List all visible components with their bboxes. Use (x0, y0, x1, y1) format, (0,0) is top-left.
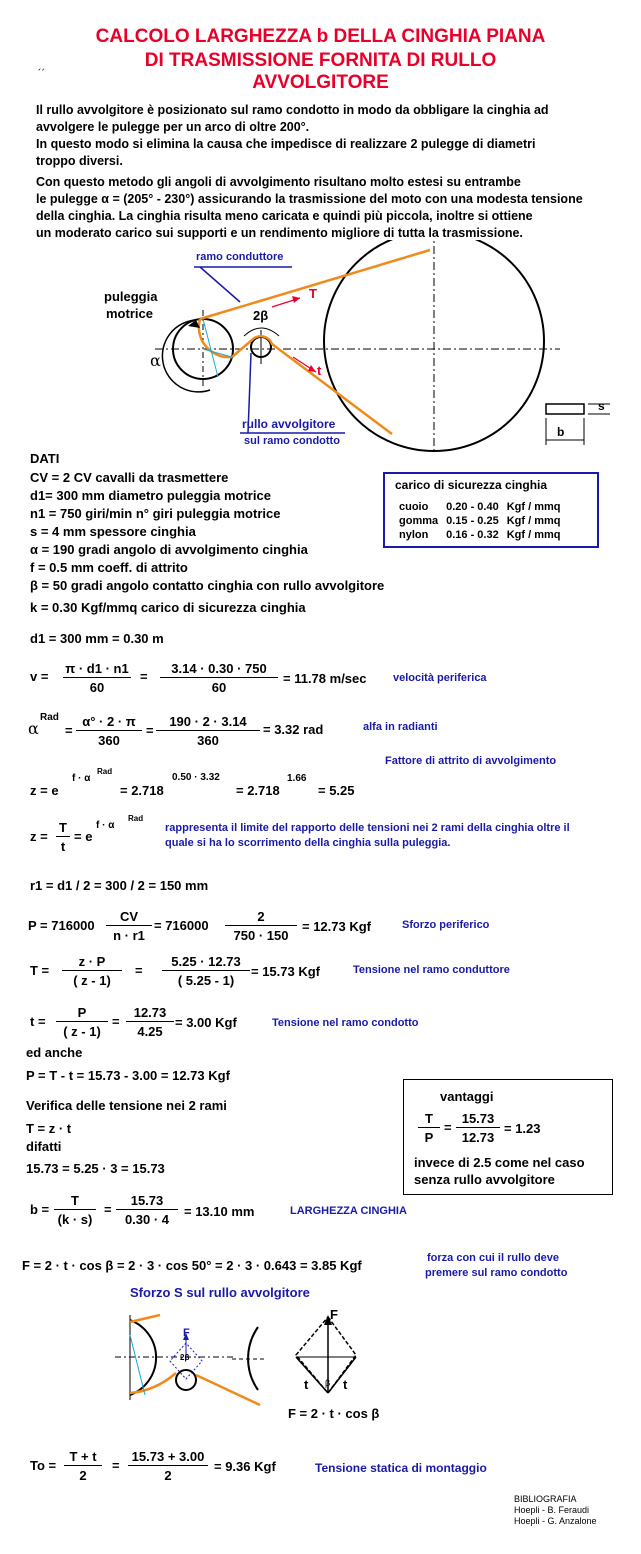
table-row: gomma 0.15 - 0.25 Kgf / mmq (399, 515, 561, 527)
intro-line: troppo diversi. (36, 154, 123, 168)
T-lhs: T = (30, 963, 50, 978)
belt-section (546, 404, 584, 414)
intro-line: della cinghia. La cinghia risulta meno caricata e quindi più piccola, inoltre si ottiene (36, 209, 533, 223)
b-fraction-1: $\frac{T}{(k \cdot s)}$ (54, 1193, 96, 1228)
dati-item: d1= 300 mm diametro puleggia motrice (30, 488, 271, 503)
intro-line: le pulegge α = (205° - 230°) assicurando la trasmissione del moto con una modesta tensione (36, 192, 583, 206)
F-line: F = 2 · t · cos β = 2 · 3 · cos 50° = 2 · 3 · 0.643 = 3.85 Kgf (22, 1258, 362, 1273)
roller-force-diagram (0, 1305, 400, 1410)
label-s: s (598, 399, 605, 413)
vantaggi-title: vantaggi (440, 1089, 494, 1104)
vantaggi-box (403, 1079, 613, 1195)
P-mid: = 716000 (154, 918, 209, 933)
v-fraction-2: $\frac{3.14 \cdot 0.30 \cdot 750}{60}$ (160, 661, 278, 696)
alpha-note: alfa in radianti (363, 721, 438, 733)
page-subtitle-2: AVVOLGITORE (252, 72, 389, 93)
d1-conversion: d1 = 300 mm = 0.30 m (30, 631, 164, 646)
To-fraction-1: $\frac{T + t}{2}$ (64, 1449, 102, 1484)
T-fraction-1: $\frac{z \cdot P}{( z - 1)}$ (62, 954, 122, 989)
P-note: Sforzo periferico (402, 919, 490, 931)
v-fraction-1: $\frac{\pi \cdot d1 \cdot n1}{60}$ (63, 661, 131, 696)
label-alpha: α (150, 351, 161, 370)
P-fraction-1: $\frac{CV}{n \cdot r1}$ (106, 909, 152, 944)
intro-line: avvolgere le pulegge per un arco di oltre 200°. (36, 120, 310, 134)
z-exp-rad: Rad (97, 767, 113, 776)
alpha-eq: = (146, 723, 154, 738)
F-note: premere sul ramo condotto (425, 1267, 568, 1279)
t-note: Tensione nel ramo condotto (272, 1017, 419, 1029)
To-eq: = (112, 1458, 120, 1473)
label-motrice: motrice (106, 306, 153, 321)
angle-line (203, 319, 218, 377)
v-result: = 11.78 m/sec (283, 671, 367, 686)
T-note: Tensione nel ramo conduttore (353, 964, 510, 976)
T-eq: = (135, 963, 143, 978)
z-exp: f · α (72, 773, 91, 784)
F-note: forza con cui il rullo deve (427, 1252, 560, 1264)
P-lhs: P = 716000 (28, 918, 95, 933)
verifica-heading: Verifica delle tensione nei 2 rami (26, 1098, 227, 1113)
dati-item: α = 190 gradi angolo di avvolgimento cinghia (30, 542, 308, 557)
table-row: nylon 0.16 - 0.32 Kgf / mmq (399, 529, 561, 541)
verifica-line: difatti (26, 1139, 62, 1154)
biblio-item: Hoepli - G. Anzalone (514, 1516, 597, 1526)
vantaggi-fraction-1: $\frac{T}{P}$ (418, 1111, 440, 1146)
dati-item: n1 = 750 giri/min n° giri puleggia motrice (30, 506, 281, 521)
triangle-t-left: t (304, 1377, 309, 1392)
angle-line (130, 1335, 145, 1395)
biblio-heading: BIBLIOGRAFIA (514, 1494, 577, 1504)
b-eq: = (104, 1202, 112, 1217)
force-vector (296, 1357, 331, 1393)
small-two-beta: 2β (180, 1353, 190, 1362)
b-note: LARGHEZZA CINGHIA (290, 1205, 407, 1217)
z-exp: 1.66 (287, 773, 307, 784)
vantaggi-line: invece di 2.5 come nel caso (414, 1155, 585, 1170)
page-title: CALCOLO LARGHEZZA b DELLA CINGHIA PIANA (95, 26, 546, 47)
leader-line (200, 267, 240, 302)
To-lhs: To = (30, 1458, 57, 1473)
z2-note: quale si ha lo scorrimento della cinghia sulla puleggia. (165, 837, 451, 849)
dati-heading: DATI (30, 451, 60, 466)
To-note: Tensione statica di montaggio (315, 1461, 487, 1475)
label-rullo-2: sul ramo condotto (244, 435, 340, 447)
b-lhs: b = (30, 1202, 50, 1217)
r1-line: r1 = d1 / 2 = 300 / 2 = 150 mm (30, 878, 209, 893)
z2-fraction: $\frac{T}{t}$ (56, 820, 70, 855)
triangle-beta: β (325, 1378, 331, 1388)
intro-line: In questo modo si elimina la causa che impedisce di realizzare 2 pulegge di diametri (36, 137, 536, 151)
alpha-lhs: α (28, 719, 39, 738)
alpha-result: = 3.32 rad (263, 722, 324, 737)
verifica-line: 15.73 = 5.25 · 3 = 15.73 (26, 1161, 165, 1176)
intro-line: un moderato carico sui supporti e un rendimento migliore di tutta la trasmissione. (36, 226, 523, 240)
label-two-beta: 2β (253, 308, 269, 323)
intro-line: Il rullo avvolgitore è posizionato sul ramo condotto in modo da obbligare la cinghia ad (36, 103, 549, 117)
vantaggi-line: senza rullo avvolgitore (414, 1172, 555, 1187)
dati-item: s = 4 mm spessore cinghia (30, 524, 196, 539)
b-fraction-2: $\frac{15.73}{0.30 \cdot 4}$ (116, 1193, 178, 1228)
title-mark: ´´ (38, 68, 46, 80)
P2-line: P = T - t = 15.73 - 3.00 = 12.73 Kgf (26, 1068, 230, 1083)
P-fraction-2: $\frac{2}{750 \cdot 150}$ (225, 909, 297, 944)
ed-anche: ed anche (26, 1045, 83, 1060)
z-exp: 0.50 · 3.32 (172, 772, 220, 783)
dati-item: β = 50 gradi angolo contatto cinghia con rullo avvolgitore (30, 578, 385, 593)
T-result: = 15.73 Kgf (251, 964, 321, 979)
arrow-head (308, 365, 316, 372)
P-result: = 12.73 Kgf (302, 919, 372, 934)
alpha-sup: Rad (40, 712, 59, 723)
dati-item: k = 0.30 Kgf/mmq carico di sicurezza cinghia (30, 600, 306, 615)
small-F-label: F (183, 1327, 190, 1339)
z2-rhs: = e (74, 829, 93, 844)
page-subtitle: DI TRASMISSIONE FORNITA DI RULLO (144, 50, 497, 71)
verifica-line: T = z · t (26, 1121, 72, 1136)
force-vector (328, 1357, 356, 1393)
t-result: = 3.00 Kgf (175, 1015, 237, 1030)
alpha-eq: = (65, 723, 73, 738)
vantaggi-fraction-2: $\frac{15.73}{12.73}$ (456, 1111, 500, 1146)
v-eq: = (140, 669, 148, 684)
dati-item: CV = 2 CV cavalli da trasmettere (30, 470, 229, 485)
dati-item: f = 0.5 mm coeff. di attrito (30, 560, 188, 575)
z-line: z = e (30, 783, 59, 798)
label-t: t (317, 363, 322, 378)
carico-title: carico di sicurezza cinghia (395, 478, 548, 492)
arrow-head (292, 296, 300, 303)
t-fraction-2: $\frac{12.73}{4.25}$ (126, 1005, 174, 1040)
F-formula: F = 2 · t · cos β (288, 1406, 380, 1421)
z-result: = 5.25 (318, 783, 355, 798)
biblio-item: Hoepli - B. Feraudi (514, 1505, 590, 1515)
idler-roller (176, 1370, 196, 1390)
label-b: b (557, 425, 565, 439)
belt (130, 1315, 260, 1405)
b-result: = 13.10 mm (184, 1204, 255, 1219)
label-ramo-conduttore: ramo conduttore (196, 251, 284, 263)
label-rullo: rullo avvolgitore (242, 417, 336, 431)
t-lhs: t = (30, 1014, 46, 1029)
S-heading: Sforzo S sul rullo avvolgitore (130, 1285, 310, 1300)
label-T: T (309, 286, 317, 301)
T-fraction-2: $\frac{5.25 \cdot 12.73}{( 5.25 - 1)}$ (162, 954, 250, 989)
z2-lhs: z = (30, 829, 48, 844)
To-result: = 9.36 Kgf (214, 1459, 276, 1474)
z-line: = 2.718 (236, 783, 280, 798)
label-puleggia: puleggia (104, 289, 158, 304)
t-eq: = (112, 1014, 120, 1029)
belt (199, 250, 430, 434)
triangle-F-label: F (330, 1307, 338, 1322)
alpha-fraction-1: $\frac{\alpha^\circ \cdot 2 \cdot \pi}{360}$ (76, 714, 142, 749)
z-line: = 2.718 (120, 783, 164, 798)
z2-exp: f · α (96, 820, 115, 831)
triangle-t-right: t (343, 1377, 348, 1392)
z2-note: rappresenta il limite del rapporto delle tensioni nei 2 rami della cinghia oltre il (165, 822, 570, 834)
table-row: cuoio 0.20 - 0.40 Kgf / mmq (399, 501, 561, 513)
carico-table (395, 500, 565, 542)
intro-line: Con questo metodo gli angoli di avvolgimento risultano molto estesi su entrambe (36, 175, 521, 189)
vantaggi-result: = 1.23 (504, 1121, 541, 1136)
t-fraction-1: $\frac{P}{( z - 1)}$ (56, 1005, 108, 1040)
v-note: velocità periferica (393, 672, 487, 684)
z2-exp-rad: Rad (128, 814, 144, 823)
To-fraction-2: $\frac{15.73 + 3.00}{2}$ (128, 1449, 208, 1484)
v-lhs: v = (30, 669, 49, 684)
alpha-fraction-2: $\frac{190 \cdot 2 \cdot 3.14}{360}$ (156, 714, 260, 749)
z-note-top: Fattore di attrito di avvolgimento (385, 755, 557, 767)
vantaggi-eq: = (444, 1120, 452, 1135)
carico-box (383, 472, 599, 548)
